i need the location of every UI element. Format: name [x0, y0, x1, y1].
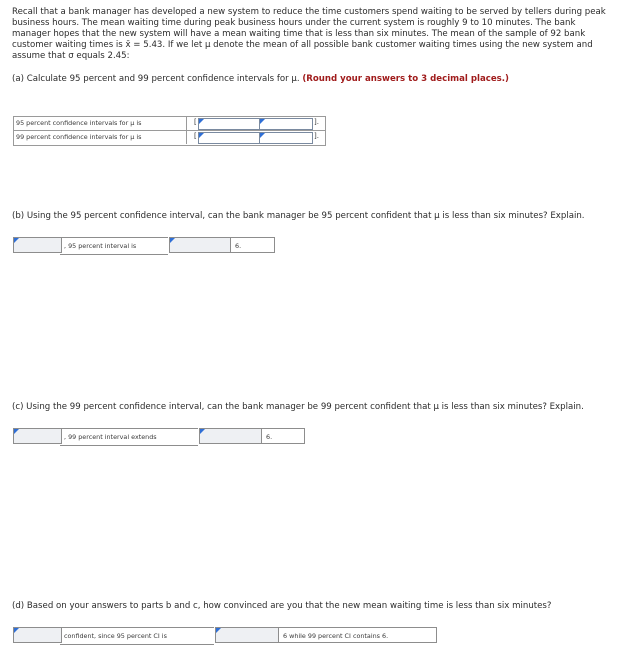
- close-bracket: ].: [314, 132, 319, 140]
- confidence-interval-table: [13, 116, 326, 146]
- part-a-label: (a) Calculate 95 percent and 99 percent confidence intervals for μ.: [12, 74, 300, 84]
- answer-flag-icon: [14, 238, 19, 243]
- column-divider: [186, 131, 187, 144]
- rounding-note: (Round your answers to 3 decimal places.): [302, 74, 509, 84]
- answer-flag-icon: [199, 119, 204, 124]
- ci-99-lower-input[interactable]: [198, 132, 264, 144]
- ci-row-label: 95 percent confidence intervals for μ is: [16, 119, 142, 127]
- part-c-text1: , 99 percent interval extends: [64, 433, 157, 441]
- answer-flag-icon: [14, 429, 19, 434]
- part-d-text1: confident, since 95 percent CI is: [64, 632, 167, 640]
- ci-row-label: 99 percent confidence intervals for μ is: [16, 133, 142, 141]
- part-d-text-segment-2: [278, 627, 437, 643]
- part-d-text2: 6 while 99 percent CI contains 6.: [283, 632, 389, 640]
- part-b-prompt: (b) Using the 95 percent confidence interval, can the bank manager be 95 percent confident that μ is less than six minutes? Explain.: [12, 211, 585, 221]
- answer-flag-icon: [260, 119, 265, 124]
- part-b-comparison-dropdown[interactable]: [169, 237, 231, 253]
- part-b-text-segment: [60, 237, 168, 255]
- ci-row-95: [14, 117, 325, 131]
- part-a-prompt: [12, 74, 509, 85]
- part-b-text1: , 95 percent interval is: [64, 242, 137, 250]
- close-bracket: ].: [314, 118, 319, 126]
- answer-flag-icon: [170, 238, 175, 243]
- part-b-text2: 6.: [235, 242, 242, 250]
- part-c-text-segment-2: [261, 428, 305, 444]
- part-d-text-segment: [60, 627, 214, 645]
- part-c-prompt: (c) Using the 99 percent confidence interval, can the bank manager be 99 percent confident that μ is less than six minutes? Explain.: [12, 402, 584, 412]
- part-d-comparison-dropdown[interactable]: [215, 627, 279, 643]
- part-c-text2: 6.: [266, 433, 273, 441]
- part-c-comparison-dropdown[interactable]: [199, 428, 262, 444]
- problem-intro: Recall that a bank manager has developed a new system to reduce the time customers spend waiting to be served by tellers during peak business hours. The mean waiting time during peak business hours under the current system is roughly 9 to 10 minutes. The bank manager hopes that the new system will have a mean waiting time that is less than six minutes. The mean of the sample of 92 bank customer waiting times is x̄ = 5.43. If we let μ denote the mean of all possible bank customer waiting times using the new system and assume that σ equals 2.45:: [12, 7, 606, 61]
- ci-95-upper-input[interactable]: [259, 118, 313, 130]
- column-divider: [186, 117, 187, 130]
- open-bracket: [: [194, 132, 197, 140]
- part-b-answer-dropdown[interactable]: [13, 237, 62, 253]
- open-bracket: [: [194, 118, 197, 126]
- answer-flag-icon: [14, 628, 19, 633]
- part-b-text-segment-2: [230, 237, 275, 253]
- ci-99-upper-input[interactable]: [259, 132, 313, 144]
- part-d-prompt: (d) Based on your answers to parts b and c, how convinced are you that the new mean waiting time is less than six minutes?: [12, 601, 552, 611]
- ci-row-99: [14, 131, 325, 144]
- part-c-answer-dropdown[interactable]: [13, 428, 62, 444]
- answer-flag-icon: [200, 429, 205, 434]
- part-d-answer-dropdown[interactable]: [13, 627, 62, 643]
- answer-flag-icon: [199, 133, 204, 138]
- answer-flag-icon: [216, 628, 221, 633]
- answer-flag-icon: [260, 133, 265, 138]
- ci-95-lower-input[interactable]: [198, 118, 264, 130]
- part-c-text-segment: [60, 428, 198, 446]
